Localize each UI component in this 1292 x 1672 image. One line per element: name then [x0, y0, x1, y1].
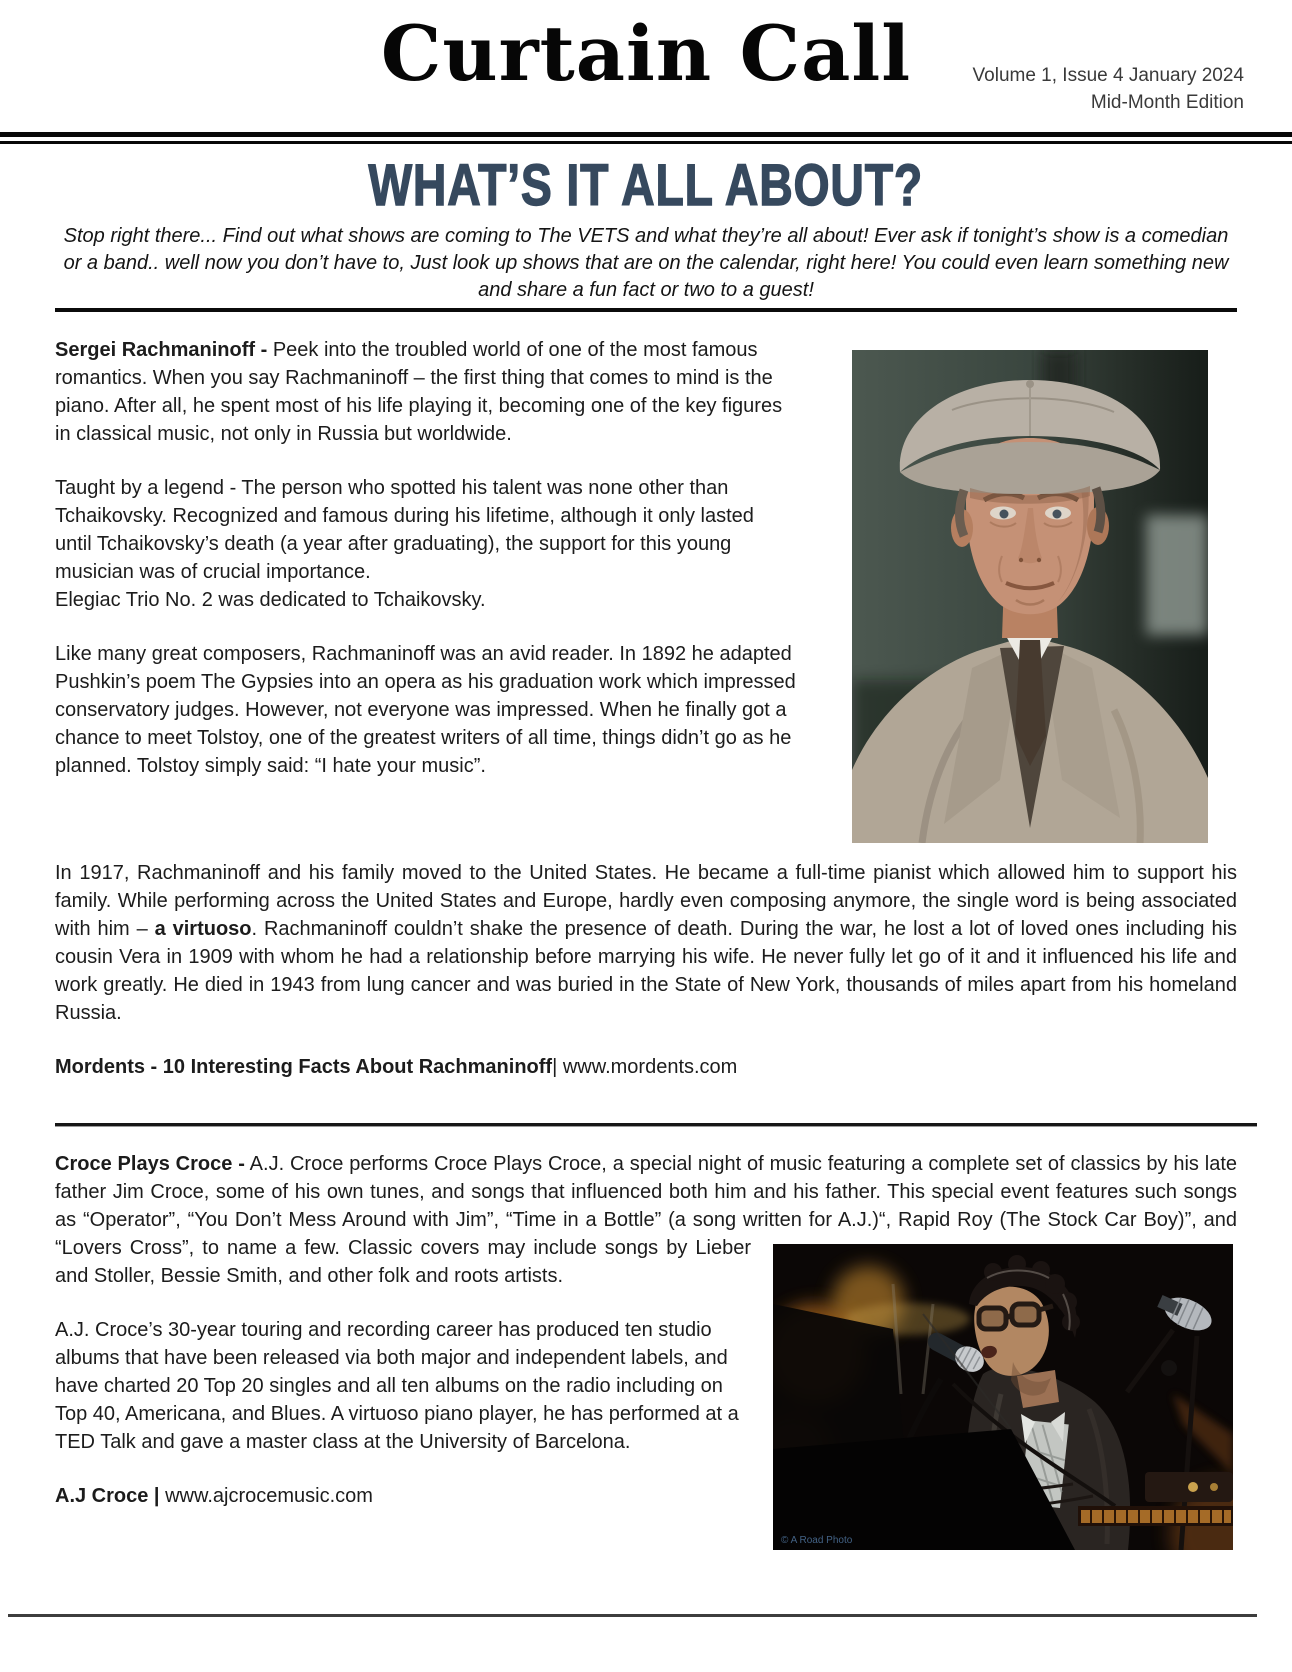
- issue-line: Volume 1, Issue 4 January 2024: [972, 65, 1244, 86]
- paragraph-text: In 1917, Rachmaninoff and his family moved to the United States. He became a full-time pianist which allowed him to support his family. While performing across the United States and Europe, hardly even composing anymore, the single word is being associated with him –: [55, 862, 1237, 940]
- paragraph-text: . Rachmaninoff couldn’t shake the presence of death. During the war, he lost a lot of loved ones including his cousin Vera in 1909 with whom he had a relationship before marrying his wife. He never fully let go of it and it influenced his life and work greatly. He died in 1943 from lung cancer and was buried in the State of New York, thousands of miles apart from his homeland Russia.: [55, 918, 1238, 1024]
- page-title-text: WHAT’S IT ALL ABOUT?: [368, 153, 924, 218]
- masthead-title: Curtain Call: [380, 9, 912, 98]
- paragraph-text: Classic covers may include songs by Lieber and Stoller, Bessie Smith, and other folk and roots artists.: [55, 1237, 751, 1287]
- article-croce: [0, 1126, 1292, 1562]
- paragraph-text: Peek into the troubled world of one of the most famous romantics. When you say Rachmaninoff – the first thing that comes to mind is the piano. After all, he spent most of his life playing it, becoming one of the key figures in classical music, not only in Russia but worldwide.: [55, 339, 783, 445]
- paragraph-text: Like many great composers, Rachmaninoff was an avid reader. In 1892 he adapted Pushkin’s poem The Gypsies into an opera as his graduation work which impressed conservatory judges. However, not everyone was impressed. When he finally got a chance to meet Tolstoy, one of the greatest writers of all time, things didn’t go as he planned. Tolstoy simply said: “I hate your music”.: [55, 643, 796, 777]
- rachmaninoff-source-line: [55, 1053, 1237, 1081]
- rachmaninoff-portrait-illustration: [852, 350, 1208, 843]
- intro-text: Stop right there... Find out what shows are coming to The VETS and what they’re all about! Ever ask if tonight’s show is a comedian or a band.. well now you don’t have to, Just look up shows that are on the calendar, right here! You could even learn something new and share a fun fact or two to a guest!: [63, 225, 1229, 301]
- rachmaninoff-paragraph-4: [55, 859, 1237, 1027]
- article-heading: Croce Plays Croce -: [55, 1153, 245, 1175]
- croce-photo: [773, 1244, 1233, 1550]
- photo-watermark: © A Road Photo: [781, 1535, 853, 1546]
- footer-divider: [8, 1614, 1257, 1617]
- masthead-divider: [0, 132, 1292, 144]
- source-url: | www.mordents.com: [552, 1056, 738, 1078]
- masthead: [0, 0, 1292, 132]
- article-rachmaninoff: [0, 312, 1292, 1107]
- paragraph-text: Taught by a legend - The person who spotted his talent was none other than Tchaikovsky. Recognized and famous during his lifetime, although it only lasted until Tchaikovsky’s death (a year after graduating), the support for this young musician was of crucial importance.: [55, 477, 754, 583]
- article-heading: Sergei Rachmaninoff -: [55, 339, 268, 361]
- paragraph-text: A.J. Croce’s 30-year touring and recording career has produced ten studio albums that have been released via both major and independent labels, and have charted 20 Top 20 singles and all ten albums on the radio including on Top 40, Americana, and Blues. A virtuoso piano player, he has performed at a TED Talk and gave a master class at the University of Barcelona.: [55, 1319, 739, 1453]
- paragraph-text: A.J. Croce performs Croce Plays Croce, a special night of music featuring a complete set of classics by his late father Jim Croce, some of his own tunes, and songs that influenced both him and his father. This special event features such songs as “Operator”, “You Don’t Mess Around with Jim”, “Time in a Bottle” (a song written for A.J.)“, Rapid Roy (The Stock Car Boy)”, and “Lovers Cross”, to name a few.: [55, 1153, 1238, 1259]
- issue-info: [973, 62, 1244, 116]
- edition-line: Mid-Month Edition: [1090, 92, 1244, 113]
- paragraph-text: Elegiac Trio No. 2 was dedicated to Tchaikovsky.: [55, 589, 486, 611]
- page-title: [0, 153, 1292, 218]
- source-url: www.ajcrocemusic.com: [159, 1485, 373, 1507]
- source-title: Mordents - 10 Interesting Facts About Rachmaninoff: [55, 1056, 553, 1078]
- source-title: A.J Croce |: [55, 1485, 160, 1507]
- rachmaninoff-photo: [852, 350, 1208, 843]
- virtuoso-bold-text: a virtuoso: [154, 918, 252, 940]
- croce-concert-illustration: [773, 1244, 1233, 1550]
